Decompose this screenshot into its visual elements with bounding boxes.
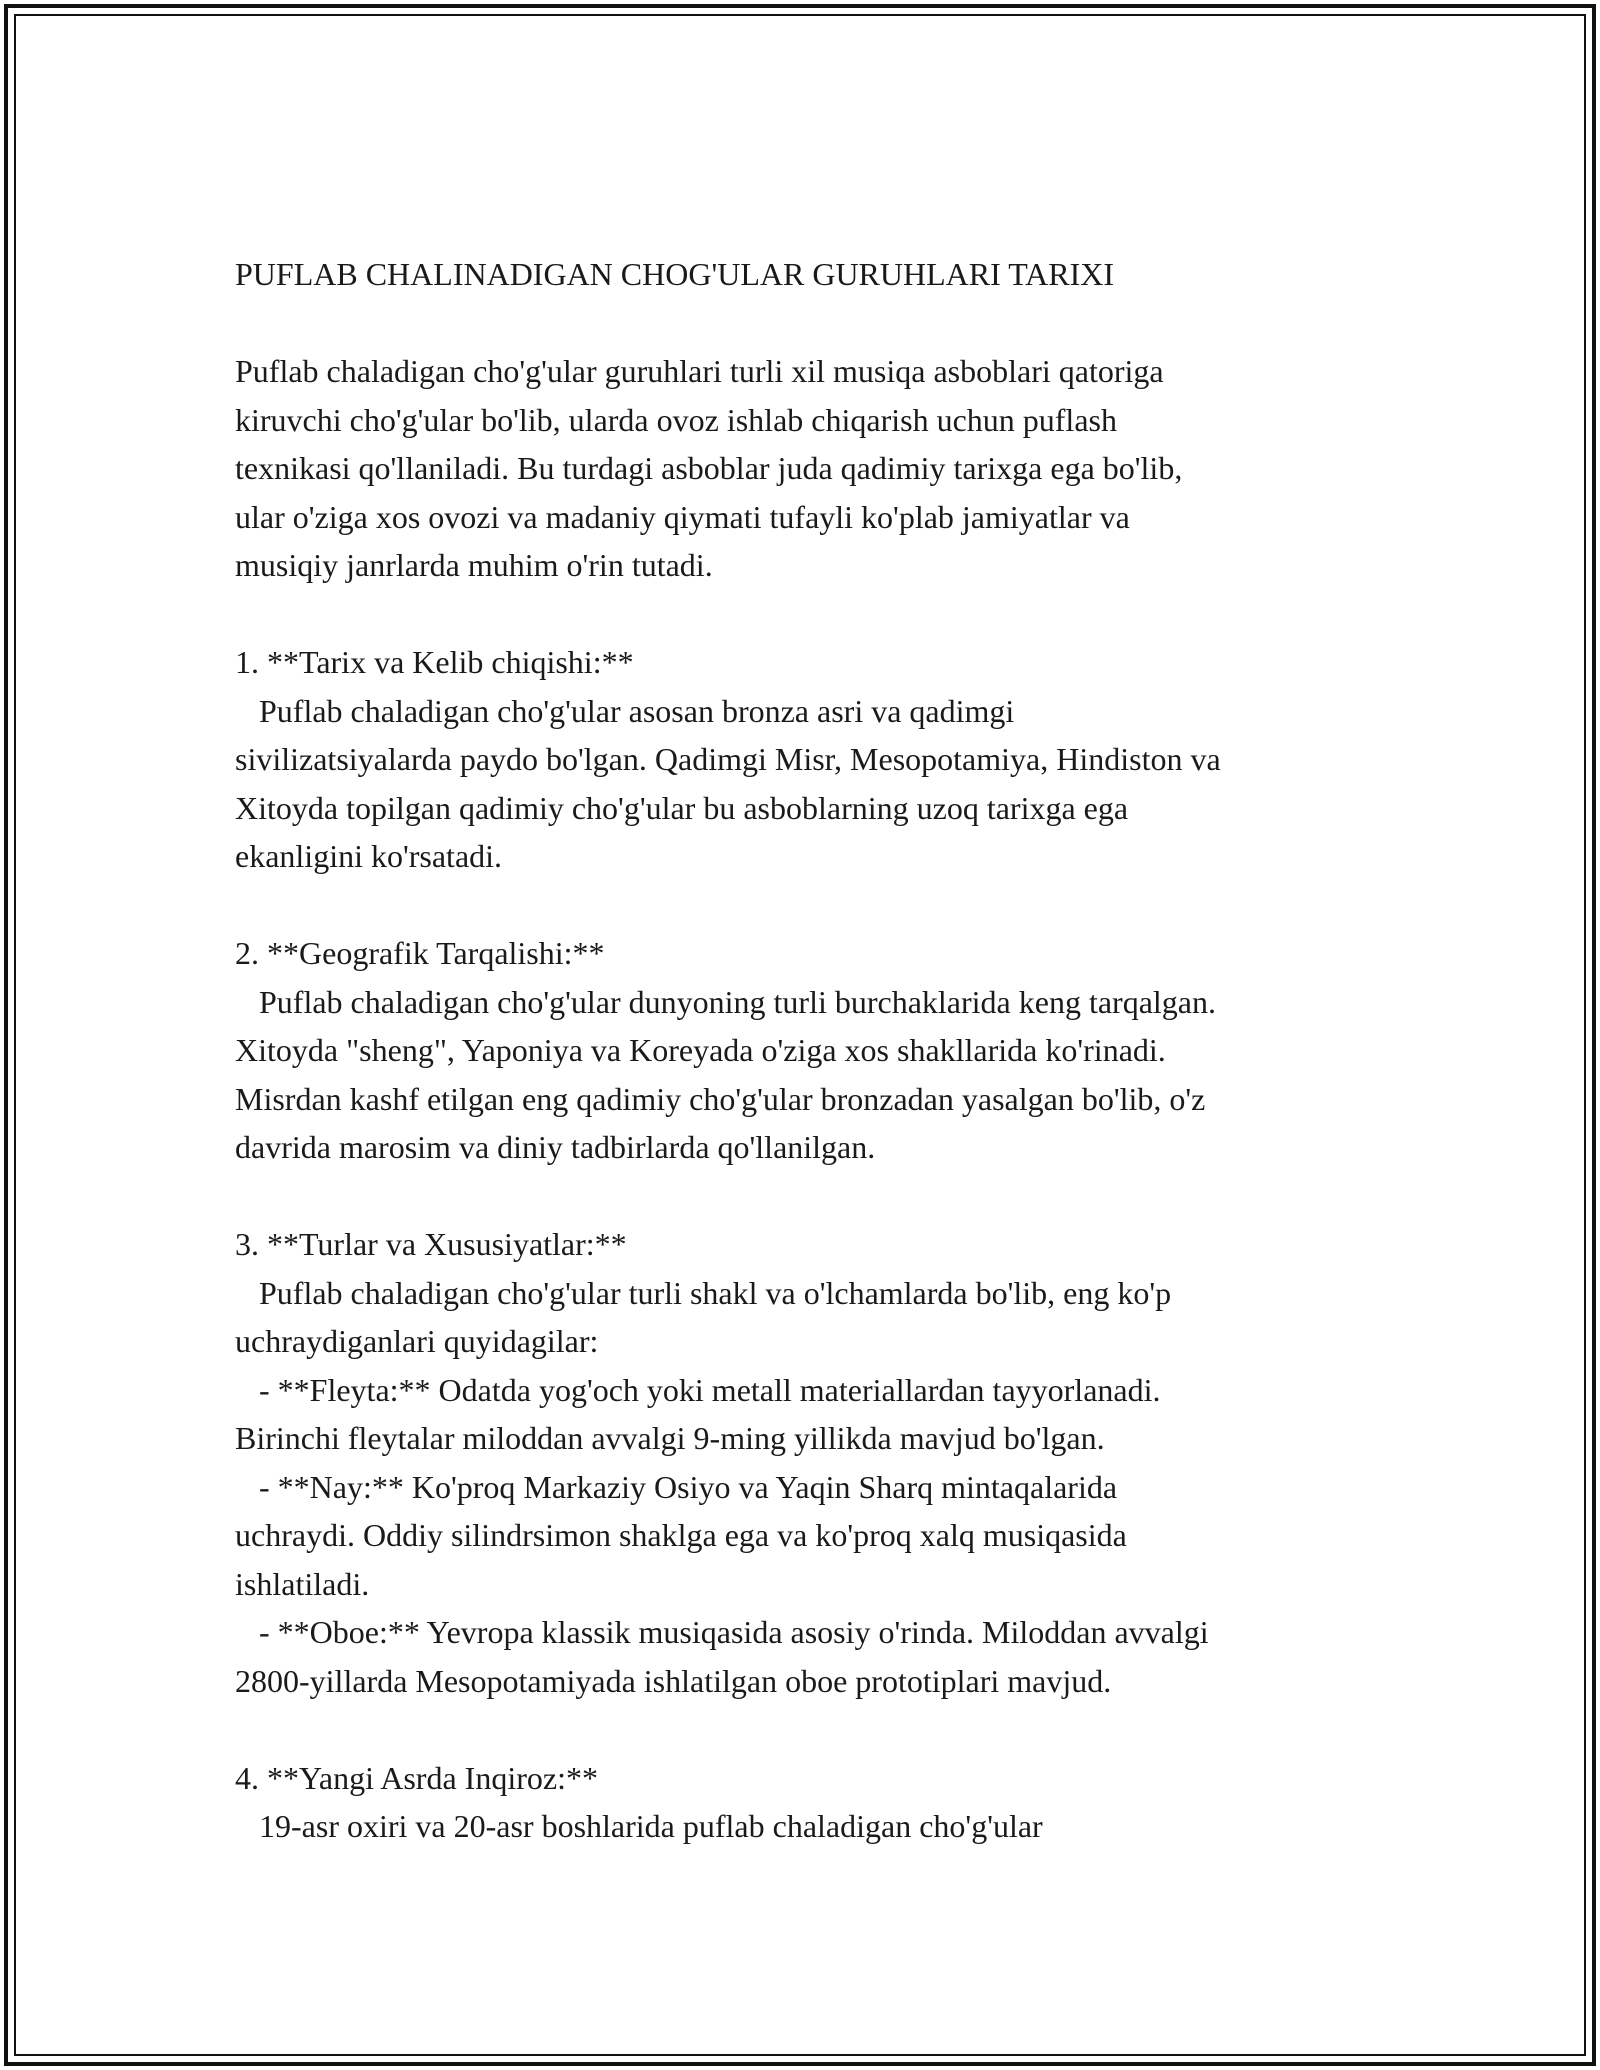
section-types-features [235, 1220, 1395, 1705]
paragraph-line: uchraydiganlari quyidagilar: [235, 1323, 599, 1359]
spacer [235, 881, 1395, 930]
paragraph-line: Xitoyda "sheng", Yaponiya va Koreyada o'ziga xos shakllarida ko'rinadi. [235, 1032, 1166, 1068]
paragraph-line: kiruvchi cho'g'ular bo'lib, ularda ovoz ishlab chiqarish uchun puflash [235, 401, 1117, 438]
paragraph-line: Puflab chaladigan cho'g'ular guruhlari turli xil musiqa asboblari qatoriga [235, 353, 1164, 389]
paragraph-line: Puflab chaladigan cho'g'ular dunyoning turli burchaklarida keng tarqalgan. [235, 983, 1216, 1020]
list-item-line: Birinchi fleytalar miloddan avvalgi 9-ming yillikda mavjud bo'lgan. [235, 1420, 1105, 1456]
intro-paragraph [235, 347, 1395, 590]
document-body [235, 250, 1395, 1851]
section-geographic-distribution [235, 929, 1395, 1172]
section-heading: 2. **Geografik Tarqalishi:** [235, 935, 605, 971]
document-title: PUFLAB CHALINADIGAN CHOG'ULAR GURUHLARI TARIXI [235, 256, 1115, 292]
list-item-line: 2800-yillarda Mesopotamiyada ishlatilgan oboe prototiplari mavjud. [235, 1662, 1112, 1699]
paragraph-line: Misrdan kashf etilgan eng qadimiy cho'g'ular bronzadan yasalgan bo'lib, o'z [235, 1080, 1206, 1117]
section-heading: 1. **Tarix va Kelib chiqishi:** [235, 644, 634, 680]
list-item-line: - **Fleyta:** Odatda yog'och yoki metall materiallardan tayyorlanadi. [235, 1371, 1161, 1408]
list-item-line: ishlatiladi. [235, 1565, 370, 1602]
paragraph-line: Xitoyda topilgan qadimiy cho'g'ular bu asboblarning uzoq tarixga ega [235, 789, 1129, 826]
paragraph-line: Puflab chaladigan cho'g'ular asosan bronza asri va qadimgi [235, 692, 1015, 729]
paragraph-line: ekanligini ko'rsatadi. [235, 838, 503, 874]
paragraph-line: ular o'ziga xos ovozi va madaniy qiymati tufayli ko'plab jamiyatlar va [235, 498, 1130, 535]
paragraph-line: Puflab chaladigan cho'g'ular turli shakl va o'lchamlarda bo'lib, eng ko'p [235, 1274, 1172, 1311]
paragraph-line: davrida marosim va diniy tadbirlarda qo'llanilgan. [235, 1129, 876, 1165]
section-modern-decline [235, 1754, 1395, 1851]
list-item-line: uchraydi. Oddiy silindrsimon shaklga ega va ko'proq xalq musiqasida [235, 1517, 1127, 1553]
list-item-line: - **Oboe:** Yevropa klassik musiqasida asosiy o'rinda. Miloddan avvalgi [235, 1614, 1209, 1650]
paragraph-line: texnikasi qo'llaniladi. Bu turdagi asboblar juda qadimiy tarixga ega bo'lib, [235, 450, 1183, 486]
section-heading: 3. **Turlar va Xususiyatlar:** [235, 1226, 627, 1262]
paragraph-line: musiqiy janrlarda muhim o'rin tutadi. [235, 547, 713, 583]
section-heading: 4. **Yangi Asrda Inqiroz:** [235, 1759, 598, 1796]
list-item-line: - **Nay:** Ko'proq Markaziy Osiyo va Yaqin Sharq mintaqalarida [235, 1468, 1118, 1505]
paragraph-line: 19-asr oxiri va 20-asr boshlarida puflab chaladigan cho'g'ular [235, 1808, 1043, 1844]
spacer [235, 590, 1395, 639]
spacer [235, 299, 1395, 348]
spacer [235, 1172, 1395, 1221]
spacer [235, 1705, 1395, 1754]
paragraph-line: sivilizatsiyalarda paydo bo'lgan. Qadimgi Misr, Mesopotamiya, Hindiston va [235, 741, 1221, 777]
section-history-origin [235, 638, 1395, 881]
